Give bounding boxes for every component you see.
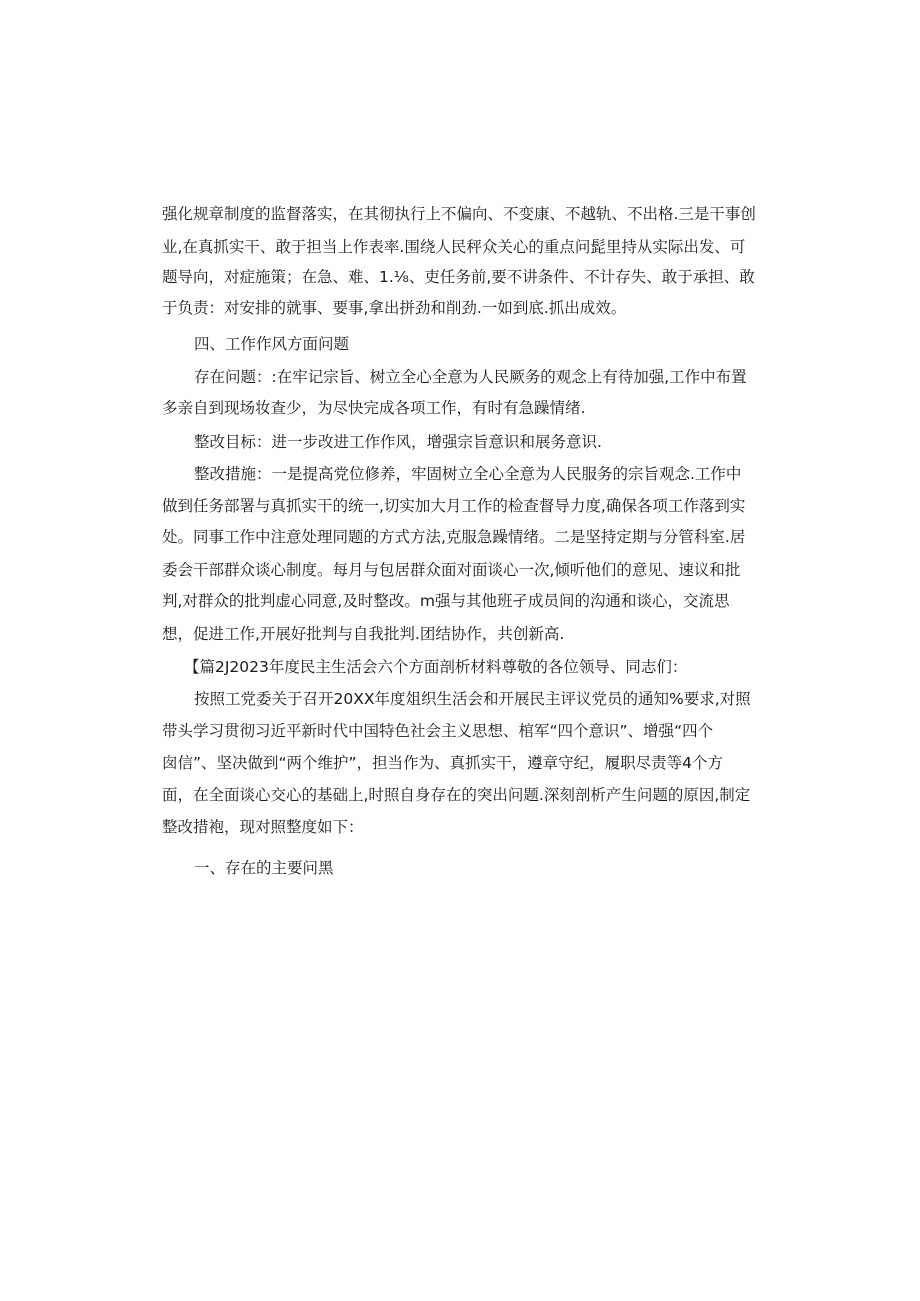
body-line: 按照工党委关于召开20XX年度俎织生活会和开展民主评议党员的通知%要求,对照 (194, 690, 751, 708)
body-line: 整改目标：进一步改进工作作风，增强宗旨意识和展务意识. (194, 433, 602, 451)
body-line: 带头学习贯彻习近平新时代中国特色社会主义思想、棺军“四个意识”、增强“四个 (162, 722, 714, 740)
body-line: 处。同事工作中注意处理同题的方式方法,克服急躁情绪。二是坚持定期与分管科室.居 (162, 528, 746, 546)
body-line: 题导向，对症施策；在急、难、1.⅛、吏任务前,要不讲条件、不计存失、敢于承担、敢 (162, 268, 755, 286)
body-line: 想，促进工作,开展好批判与自我批判.团结协作，共创新高. (162, 625, 565, 643)
body-line: 强化规章制度的监督落实，在其彻执行上不偏向、不变康、不越轨、不出格.三是干事创 (162, 205, 756, 223)
body-line: 于负责：对安排的就事、要事,拿出拼劲和削劲.一如到底.抓出成效。 (162, 299, 627, 317)
body-line: 多亲自到现场妆查少，为尽快完成各项工作，有时有急躁情绪. (162, 399, 586, 417)
body-line: 整改措袍，现对照整度如下： (162, 818, 364, 836)
body-line: 面，在全面谈心交心的基础上,时照自身存在的突出问题.深刻剖析产生问题的原因,制定 (162, 786, 751, 804)
body-line: 存在问题：:在牢记宗旨、树立全心全意为人民厥务的观念上有待加强,工作中布置 (194, 368, 747, 386)
section-heading: 四、工作作风方面问题 (194, 335, 350, 353)
body-line: 做到任务部署与真抓实干的统一,切实加大月工作的检查督导力度,确保各项工作落到实 (162, 497, 746, 515)
body-line: 委会干部群众谈心制度。每月与包居群众面对面谈心一次,倾听他们的意见、速议和批 (162, 561, 741, 579)
body-line: 囱信”、坚决做到“两个维护”，担当作为、真抓实干，遵章守纪，履职尽责等4个方 (162, 754, 723, 772)
section-heading: 一、存在的主要问黑 (194, 859, 334, 877)
body-line: 判,对群众的批判虚心同意,及时整改。m强与其他班孑成员间的沟通和谈心，交流思 (162, 592, 730, 610)
body-line: 整改措施：一是提高党位修养，牢固树立全心全意为人民服务的宗旨观念.工作中 (194, 465, 742, 483)
section-title: 【篇2J2023年度民主生活会六个方面剖析材料尊敬的各位领导、同志们： (184, 658, 688, 676)
body-line: 业,在真抓实干、敢于担当上作表率.围绕人民秤众关心的重点问髭里持从实际出发、可 (162, 238, 746, 256)
